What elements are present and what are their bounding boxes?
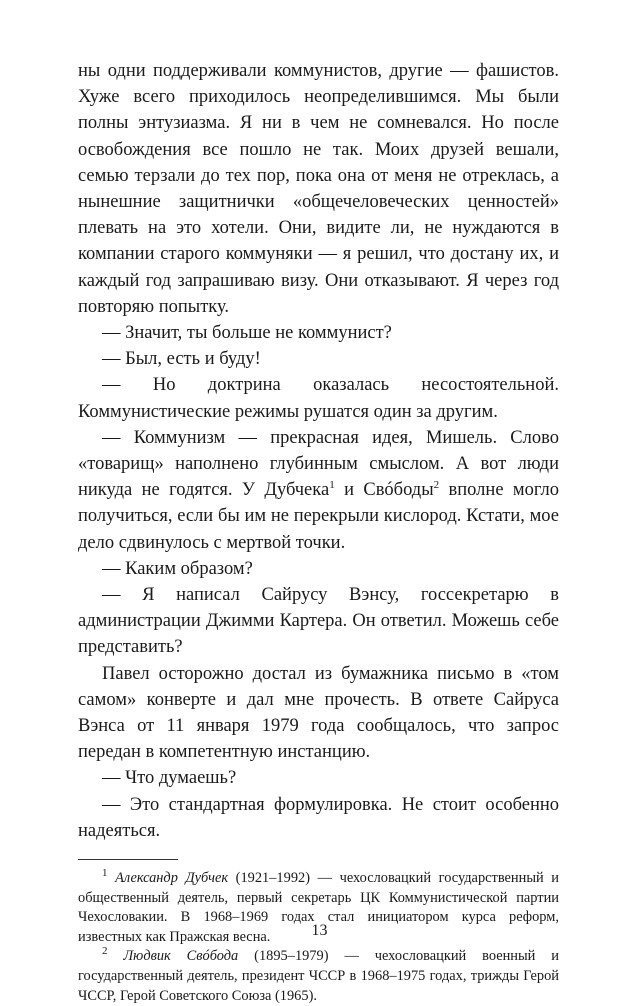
footnote-2-marker: 2 bbox=[102, 945, 108, 958]
footnote-ref-1: 1 bbox=[329, 479, 335, 492]
footnote-1-name: Александр Дубчек bbox=[115, 870, 229, 887]
main-text bbox=[78, 58, 559, 844]
paragraph-10: — Это стандартная формулировка. Не стоит особенно надеяться. bbox=[78, 794, 559, 841]
paragraph-4: — Но доктрина оказалась несостоятельной. Коммунистические режимы рушатся один за другим. bbox=[78, 375, 559, 422]
footnote-2-name: Людвик Свóбода bbox=[123, 948, 239, 965]
page-number: 13 bbox=[311, 922, 328, 939]
paragraph-1: ны одни поддерживали коммунистов, другие — фашистов. Хуже всего приходилось неопределившимся. Мы были полны энтузиазма. Я ни в чем не сомневался. Но после освобождения все пошло не так. Моих друзей вешали, семью терзали до тех пор, пока она от меня не отреклась, а нынешние защитнички «общечеловеческих ценностей» плевать на это хотели. Они, видите ли, не нуждаются в компании старого коммуняки — я решил, что достану их, и каждый год запрашиваю визу. Они отказывают. Я через год повторяю попытку. bbox=[78, 61, 559, 317]
paragraph-2: — Значит, ты больше не коммунист? bbox=[102, 323, 392, 344]
paragraph-5 bbox=[78, 425, 559, 556]
footnote-1-text: (1921–1992) — чехословацкий государственный и общественный деятель, первый секретарь ЦК Коммунистической партии Чехословакии. В 1968–1969 годах стал инициатором курса реформ, известных как Пражская весна. bbox=[78, 870, 559, 945]
footnote-divider bbox=[78, 859, 178, 860]
paragraph-6: — Каким образом? bbox=[102, 558, 253, 579]
paragraph-3: — Был, есть и буду! bbox=[102, 349, 261, 370]
paragraph-7: — Я написал Сайрусу Вэнсу, госсекретарю в администрации Джимми Картера. Он ответил. Можешь себе представить? bbox=[78, 585, 559, 658]
paragraph-8: Павел осторожно достал из бумажника письмо в «том самом» конверте и дал мне прочесть. В ответе Сайруса Вэнса от 11 января 1979 года сообщалось, что запрос передан в компетентную инстанцию. bbox=[78, 663, 559, 763]
paragraph-9: — Что думаешь? bbox=[102, 768, 237, 789]
footnote-ref-2: 2 bbox=[433, 479, 440, 492]
footnote-1-marker: 1 bbox=[102, 867, 108, 880]
footnote-2-text: (1895–1979) — чехословацкий военный и государственный деятель, президент ЧССР в 1968–1975 годах, трижды Герой ЧССР, Герой Советского Союза (1965). bbox=[78, 948, 559, 1004]
paragraph-5-part-c: вполне могло получиться, если бы им не перекрыли кислород. Кстати, мое дело сдвинулось с мертвой точки. bbox=[78, 480, 559, 553]
paragraph-5-part-b: и Свóбоды bbox=[334, 480, 434, 501]
paragraph-5-part-a: — Коммунизм — прекрасная идея, Мишель. Слово «товарищ» наполнено глубинным смыслом. А вот люди никуда не годятся. У Дубчека bbox=[78, 427, 559, 501]
footnote-2 bbox=[78, 947, 559, 1006]
